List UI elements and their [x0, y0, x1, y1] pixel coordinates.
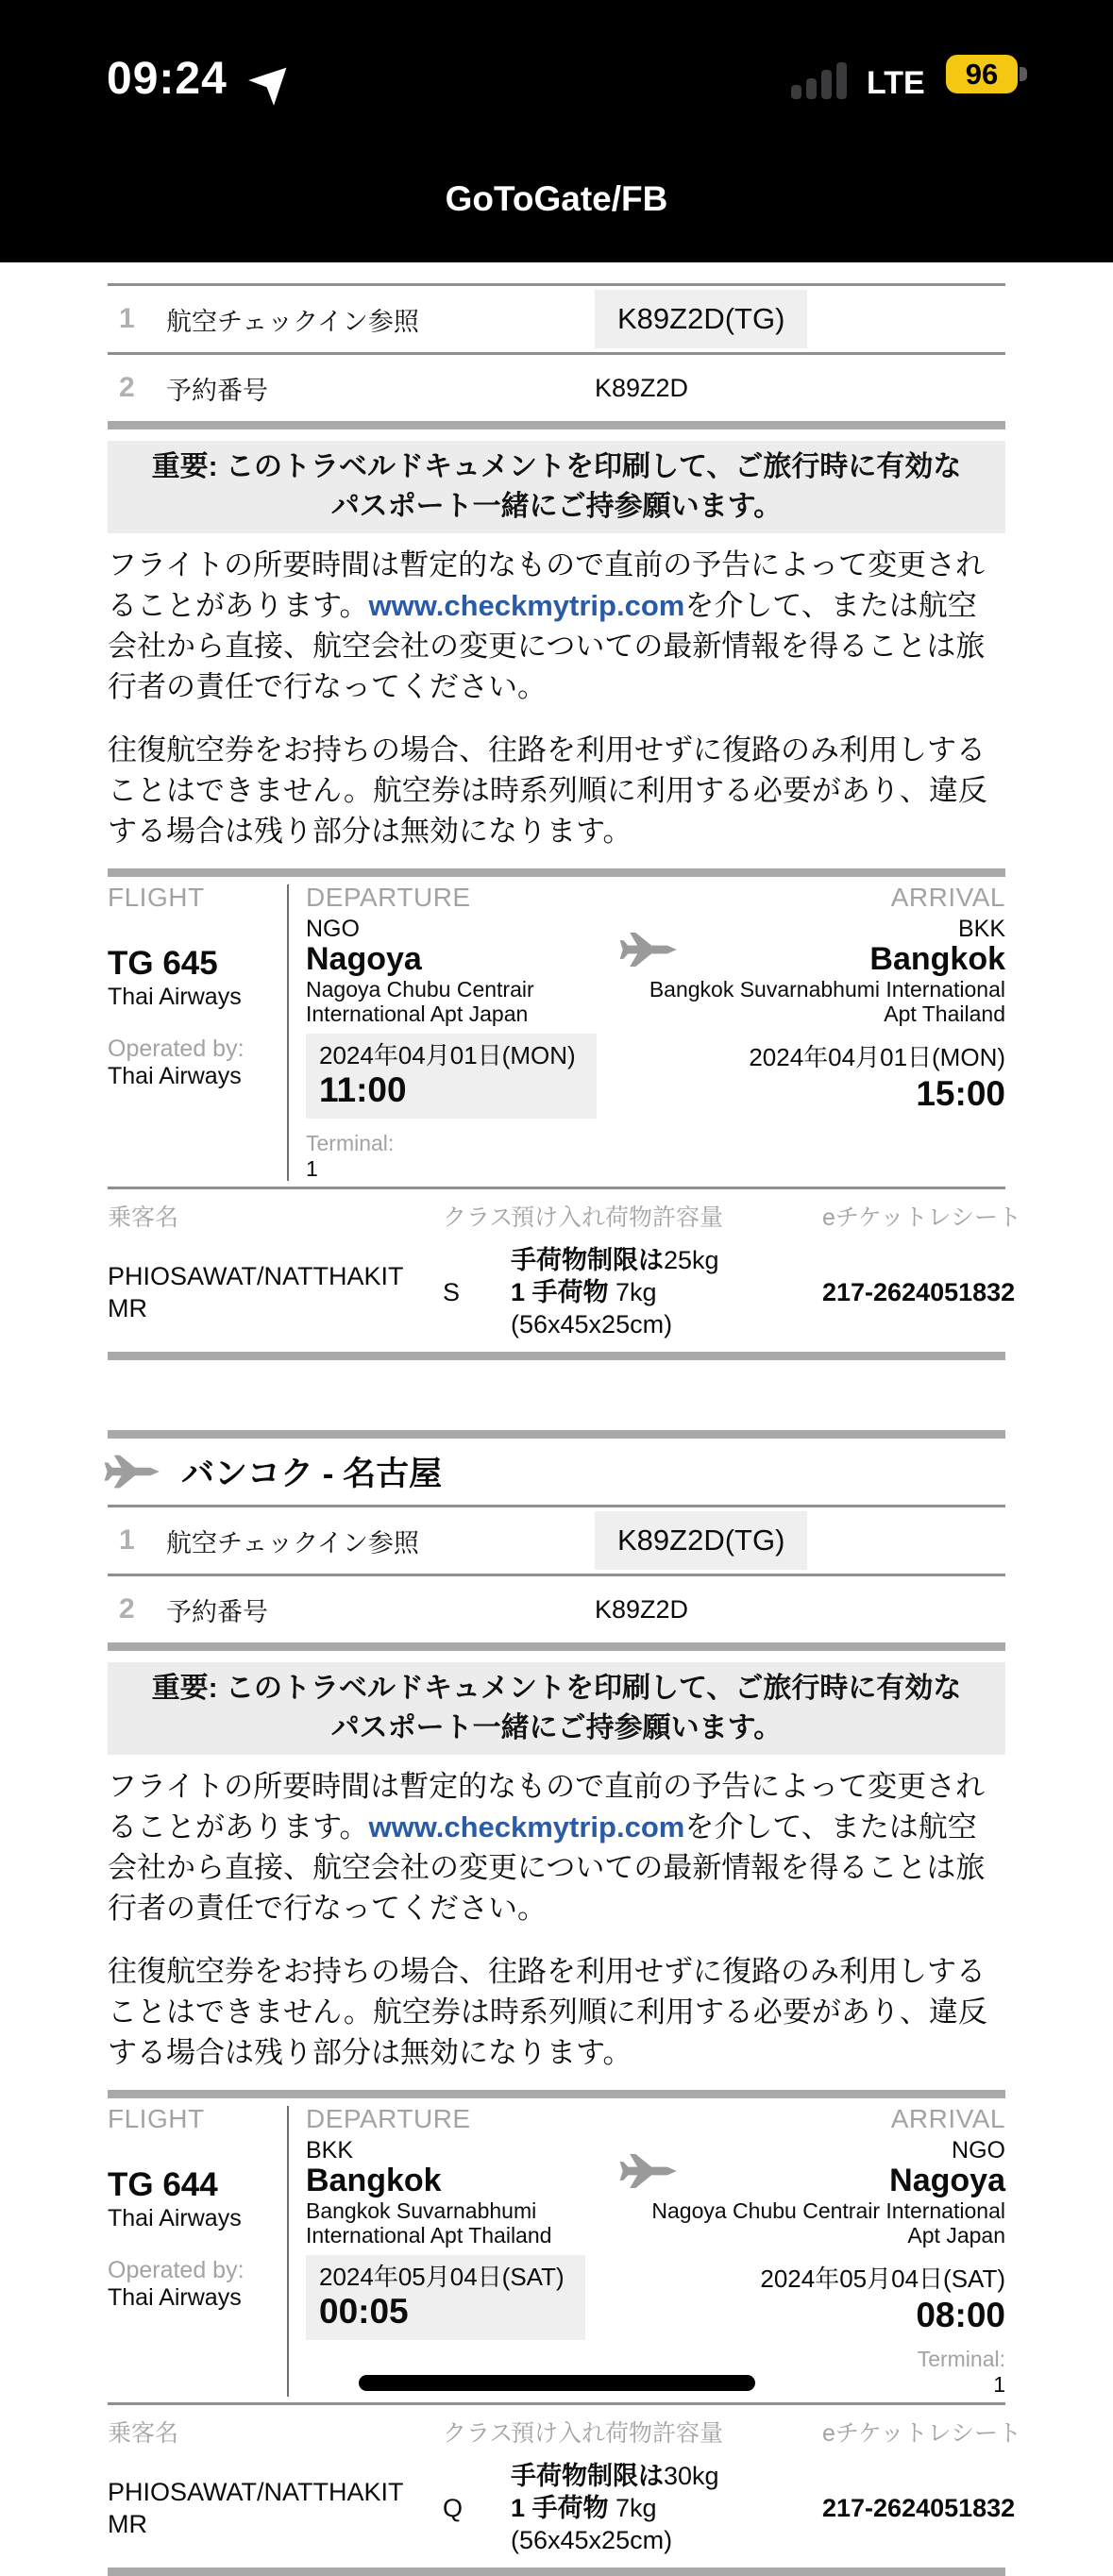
eticket-header: eチケットレシート	[822, 2420, 1022, 2447]
home-indicator[interactable]	[359, 2375, 755, 2391]
departure-city: Nagoya	[306, 941, 422, 977]
baggage-header: 預け入れ荷物許容量	[511, 1204, 724, 1231]
paragraph-text: を介して、または航空会社から直接、航空会社の変更についての最新情報を得ることは旅行者の責任で行なってください。	[108, 1810, 986, 1925]
important-notice	[108, 1662, 1005, 1755]
terminal-value: 1	[993, 2372, 1005, 2397]
class-header: クラス	[443, 1204, 514, 1231]
important-prefix: 重要:	[151, 451, 218, 482]
arrival-city: Bangkok	[869, 941, 1005, 977]
passenger-name: PHIOSAWAT/NATTHAKIT MR	[108, 1262, 404, 1322]
divider	[108, 1642, 1005, 1651]
departure-column	[287, 884, 628, 1181]
checkin-reference-value: K89Z2D(TG)	[595, 290, 807, 348]
row-number: 1	[119, 303, 135, 334]
baggage-limit-bold: 手荷物制限は	[511, 2462, 664, 2490]
important-text: このトラベルドキュメントを印刷して、ご旅行時に有効なパスポート一緒にご持参願います。	[217, 451, 962, 522]
divider	[108, 421, 1005, 429]
carryon-bold: 1 手荷物	[511, 1278, 609, 1306]
eticket-header: eチケットレシート	[822, 1204, 1022, 1231]
divider	[108, 1430, 1005, 1439]
operated-by-label: Operated by:	[108, 1035, 245, 1062]
flight-card	[108, 877, 1005, 1187]
departure-airport-code: NGO	[306, 916, 360, 942]
airplane-icon	[619, 2149, 678, 2193]
paragraph-text: フライトの所要時間は暫定的なもので直前の予告によって変更されることがあります。	[108, 548, 986, 622]
section-header	[108, 1439, 1005, 1505]
carryon-value: 7kg (56x45x25cm)	[511, 1278, 673, 1339]
flight-column-header: FLIGHT	[108, 883, 205, 912]
arrival-time: 08:00	[916, 2296, 1005, 2334]
departure-airport-name: Nagoya Chubu Centrair International Apt Japan	[306, 977, 534, 1026]
important-notice	[108, 441, 1005, 533]
airplane-icon	[104, 1451, 160, 1492]
arrival-column-header: ARRIVAL	[890, 2104, 1005, 2133]
booking-number-row	[108, 355, 1005, 421]
checkin-reference-value: K89Z2D(TG)	[595, 1511, 807, 1570]
departure-time: 00:05	[319, 2292, 409, 2331]
operating-airline: Thai Airways	[108, 1063, 242, 1089]
carryon-value: 7kg (56x45x25cm)	[511, 2494, 673, 2554]
operated-by-label: Operated by:	[108, 2257, 245, 2283]
departure-terminal	[306, 1132, 628, 1181]
clipped-section-header	[108, 262, 1005, 283]
checkmytrip-link[interactable]: www.checkmytrip.com	[368, 589, 685, 622]
departure-datetime-box	[306, 2255, 585, 2340]
row-number: 1	[119, 1524, 135, 1556]
terminal-value: 1	[306, 1156, 318, 1181]
arrival-column	[628, 2106, 1005, 2397]
important-text: このトラベルドキュメントを印刷して、ご旅行時に有効なパスポート一緒にご持参願います。	[217, 1673, 962, 1743]
document-scroll-area[interactable]	[0, 262, 1113, 2576]
booking-number-value: K89Z2D	[595, 373, 689, 402]
checkin-reference-row	[108, 1507, 1005, 1574]
page-title: GoToGate/FB	[445, 179, 668, 218]
airplane-icon	[619, 928, 678, 971]
passenger-name: PHIOSAWAT/NATTHAKIT MR	[108, 2478, 404, 2538]
passenger-table	[108, 2405, 1022, 2568]
baggage-limit-value: 30kg	[664, 2462, 719, 2490]
section-gap	[108, 1360, 1005, 1430]
baggage-limit-bold: 手荷物制限は	[511, 1246, 664, 1274]
section-route-title: バンコク - 名古屋	[181, 1456, 443, 1492]
departure-airport-name: Bangkok Suvarnabhumi International Apt Thailand	[306, 2198, 552, 2248]
schedule-disclaimer-paragraph	[108, 1766, 1005, 1928]
class-header: クラス	[443, 2420, 514, 2447]
flight-card	[108, 2098, 1005, 2402]
status-time: 09:24	[107, 54, 228, 104]
airline-name: Thai Airways	[108, 2205, 242, 2231]
paragraph-text: フライトの所要時間は暫定的なもので直前の予告によって変更されることがあります。	[108, 1770, 986, 1844]
departure-time: 11:00	[319, 1070, 407, 1109]
departure-column-header: DEPARTURE	[306, 2104, 471, 2133]
arrival-airport-code: BKK	[957, 916, 1005, 942]
arrival-city: Nagoya	[889, 2163, 1005, 2198]
paragraph-text: を介して、または航空会社から直接、航空会社の変更についての最新情報を得ることは旅行者の責任で行なってください。	[108, 589, 986, 703]
arrival-column-header: ARRIVAL	[890, 883, 1005, 912]
checkin-reference-label: 航空チェックイン参照	[166, 307, 419, 336]
checkin-reference-label: 航空チェックイン参照	[166, 1528, 419, 1557]
booking-class: S	[443, 1278, 461, 1306]
booking-number-value: K89Z2D	[595, 1594, 689, 1624]
schedule-disclaimer-paragraph	[108, 545, 1005, 707]
baggage-allowance	[511, 1244, 822, 1340]
departure-datetime-box	[306, 1034, 597, 1119]
location-arrow-icon	[248, 55, 299, 106]
booking-number-row	[108, 1576, 1005, 1642]
flight-column-header: FLIGHT	[108, 2104, 205, 2133]
operating-airline: Thai Airways	[108, 2284, 242, 2311]
roundtrip-rule-paragraph: 往復航空券をお持ちの場合、往路を利用せずに復路のみ利用しすることはできません。航空券は時系列順に利用する必要があり、違反する場合は残り部分は無効になります。	[108, 733, 987, 848]
battery-cap-icon	[1020, 67, 1027, 81]
flight-section-outbound	[108, 262, 1022, 1360]
arrival-time: 15:00	[916, 1074, 1005, 1113]
baggage-allowance	[511, 2460, 822, 2556]
departure-airport-code: BKK	[306, 2137, 354, 2164]
departure-city: Bangkok	[306, 2163, 442, 2198]
carryon-bold: 1 手荷物	[511, 2494, 609, 2522]
flight-number: TG 645	[108, 945, 218, 982]
booking-number-label: 予約番号	[166, 376, 268, 405]
arrival-date: 2024年04月01日(MON)	[749, 1043, 1005, 1071]
passenger-name-header: 乗客名	[108, 1204, 179, 1231]
network-type-label: LTE	[867, 65, 925, 101]
eticket-number: 217-2624051832	[822, 2494, 1016, 2522]
terminal-label: Terminal:	[917, 2347, 1005, 2371]
battery-icon: 96	[946, 55, 1018, 93]
signal-strength-icon	[791, 62, 853, 99]
divider	[108, 1352, 1005, 1360]
row-number: 2	[119, 372, 135, 403]
flight-section-return	[108, 1430, 1022, 2576]
baggage-header: 預け入れ荷物許容量	[511, 2420, 724, 2447]
app-header	[0, 0, 1113, 262]
departure-column-header: DEPARTURE	[306, 883, 471, 912]
departure-date: 2024年04月01日(MON)	[319, 1041, 576, 1069]
passenger-table	[108, 1189, 1022, 1352]
divider	[108, 2568, 1005, 2576]
checkmytrip-link[interactable]: www.checkmytrip.com	[368, 1810, 685, 1844]
roundtrip-rule-paragraph: 往復航空券をお持ちの場合、往路を利用せずに復路のみ利用しすることはできません。航空券は時系列順に利用する必要があり、違反する場合は残り部分は無効になります。	[108, 1955, 987, 2069]
eticket-number: 217-2624051832	[822, 1278, 1016, 1306]
booking-number-label: 予約番号	[166, 1597, 268, 1626]
booking-class: Q	[443, 2494, 464, 2522]
arrival-column	[628, 884, 1005, 1181]
airline-name: Thai Airways	[108, 984, 242, 1010]
arrival-date: 2024年05月04日(SAT)	[760, 2265, 1005, 2293]
divider	[108, 2090, 1005, 2098]
flight-column	[108, 884, 287, 1181]
departure-date: 2024年05月04日(SAT)	[319, 2263, 565, 2291]
passenger-name-header: 乗客名	[108, 2420, 179, 2447]
checkin-reference-row	[108, 286, 1005, 352]
terminal-label: Terminal:	[306, 1131, 395, 1155]
important-prefix: 重要:	[151, 1673, 218, 1704]
baggage-limit-value: 25kg	[664, 1246, 719, 1274]
arrival-airport-name: Bangkok Suvarnabhumi International Apt Thailand	[649, 977, 1005, 1026]
divider	[108, 868, 1005, 877]
flight-column	[108, 2106, 287, 2397]
row-number: 2	[119, 1593, 135, 1625]
arrival-airport-code: NGO	[952, 2137, 1005, 2164]
arrival-airport-name: Nagoya Chubu Centrair International Apt Japan	[651, 2198, 1005, 2248]
departure-column	[287, 2106, 628, 2397]
flight-number: TG 644	[108, 2166, 218, 2203]
